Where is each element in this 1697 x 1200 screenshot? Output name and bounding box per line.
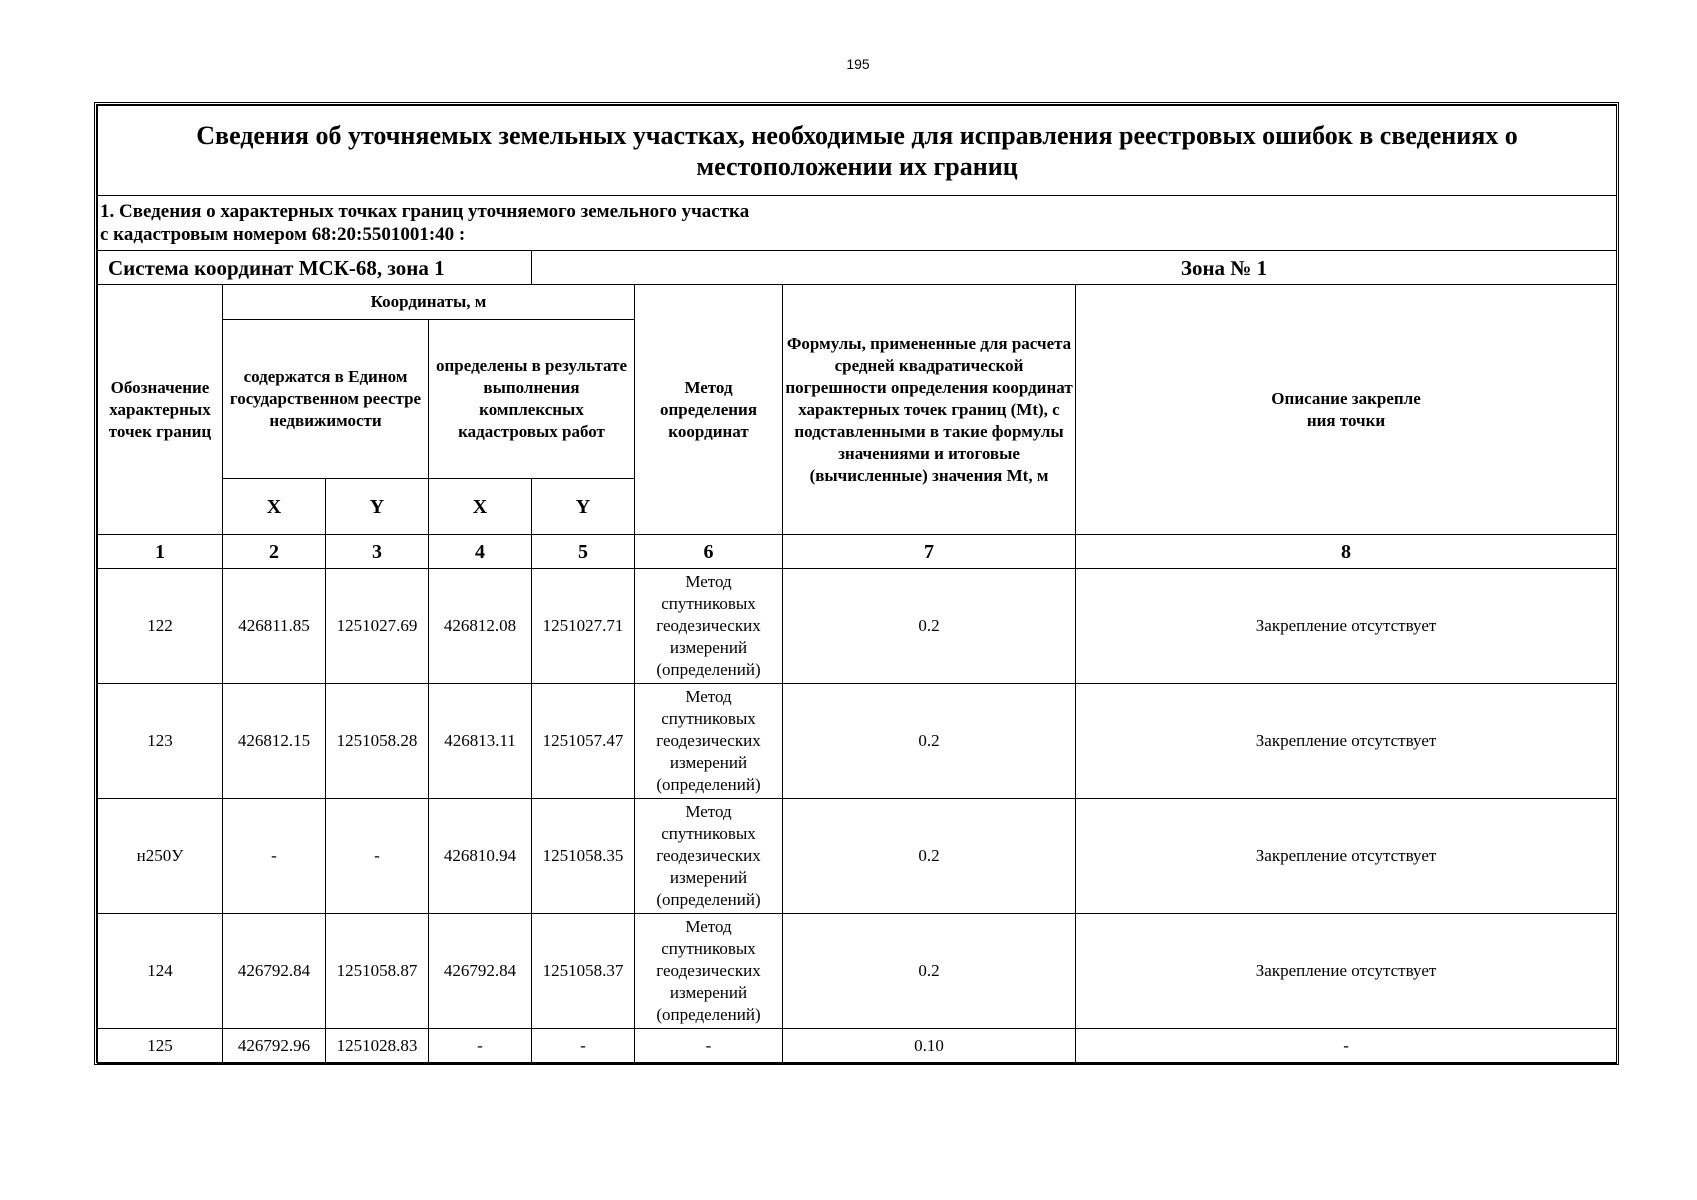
method: Метод спутниковых геодезических измерений (определений): [635, 914, 783, 1029]
mt-value: 0.2: [783, 799, 1076, 914]
table-row: [98, 1029, 1617, 1064]
column-number: 6: [635, 535, 783, 569]
y-ckr: 1251027.71: [532, 569, 635, 684]
method: Метод спутниковых геодезических измерений (определений): [635, 684, 783, 799]
coordinate-system: Система координат МСК-68, зона 1: [98, 251, 532, 285]
mt-value: 0.2: [783, 569, 1076, 684]
column-number: 7: [783, 535, 1076, 569]
page-number: 195: [846, 56, 870, 72]
x-ckr: 426810.94: [429, 799, 532, 914]
header-x-ckr: X: [429, 479, 532, 535]
y-egrn: 1251058.28: [326, 684, 429, 799]
y-egrn: -: [326, 799, 429, 914]
column-number: 2: [223, 535, 326, 569]
boundary-points-table: [97, 105, 1617, 1064]
section-heading-line-2: с кадастровым номером 68:20:5501001:40 :: [100, 224, 466, 245]
method: -: [635, 1029, 783, 1064]
point-designation: н250У: [98, 799, 223, 914]
fixing-description: -: [1076, 1029, 1617, 1064]
zone-label: Зона № 1: [1180, 255, 1268, 280]
y-ckr: 1251057.47: [532, 684, 635, 799]
x-ckr: 426792.84: [429, 914, 532, 1029]
column-number-row: [98, 535, 1617, 569]
fixing-description: Закрепление отсутствует: [1076, 799, 1617, 914]
y-egrn: 1251058.87: [326, 914, 429, 1029]
zone-cell: [532, 251, 1617, 285]
mt-value: 0.2: [783, 914, 1076, 1029]
x-egrn: 426792.96: [223, 1029, 326, 1064]
header-formulas: Формулы, примененные для расчета средней квадратической погрешности определения координат характерных точек границ (Mt), с подставленными в такие формулы значениями и итоговые (вычисленные) значения Mt, м: [783, 285, 1076, 535]
column-number: 4: [429, 535, 532, 569]
x-ckr: 426813.11: [429, 684, 532, 799]
x-egrn: -: [223, 799, 326, 914]
point-designation: 125: [98, 1029, 223, 1064]
point-designation: 122: [98, 569, 223, 684]
table-row: [98, 684, 1617, 799]
point-designation: 123: [98, 684, 223, 799]
table-row: [98, 799, 1617, 914]
fixing-description: Закрепление отсутствует: [1076, 569, 1617, 684]
column-number: 8: [1076, 535, 1617, 569]
y-egrn: 1251028.83: [326, 1029, 429, 1064]
y-ckr: 1251058.37: [532, 914, 635, 1029]
column-number: 3: [326, 535, 429, 569]
fixing-description: Закрепление отсутствует: [1076, 914, 1617, 1029]
y-ckr: -: [532, 1029, 635, 1064]
section-heading-line-1: 1. Сведения о характерных точках границ уточняемого земельного участка: [100, 201, 750, 222]
column-number: 5: [532, 535, 635, 569]
x-ckr: -: [429, 1029, 532, 1064]
header-y-egrn: Y: [326, 479, 429, 535]
x-egrn: 426792.84: [223, 914, 326, 1029]
header-egrn-coordinates: содержатся в Едином государственном реестре недвижимости: [223, 320, 429, 479]
x-ckr: 426812.08: [429, 569, 532, 684]
document-title: Сведения об уточняемых земельных участках, необходимые для исправления реестровых ошибок в сведениях о местоположении их границ: [98, 106, 1617, 196]
header-point-designation: Обозначение характерных точек границ: [98, 285, 223, 535]
mt-value: 0.10: [783, 1029, 1076, 1064]
mt-value: 0.2: [783, 684, 1076, 799]
column-number: 1: [98, 535, 223, 569]
section-heading: [98, 196, 1617, 251]
header-method: Метод определения координат: [635, 285, 783, 535]
table-row: [98, 569, 1617, 684]
y-ckr: 1251058.35: [532, 799, 635, 914]
header-coordinates: Координаты, м: [223, 285, 635, 320]
header-ckr-coordinates: определены в результате выполнения комплексных кадастровых работ: [429, 320, 635, 479]
method: Метод спутниковых геодезических измерений (определений): [635, 569, 783, 684]
header-y-ckr: Y: [532, 479, 635, 535]
table-row: [98, 914, 1617, 1029]
method: Метод спутниковых геодезических измерений (определений): [635, 799, 783, 914]
header-description: Описание закрепле ния точки: [1076, 285, 1617, 535]
point-designation: 124: [98, 914, 223, 1029]
x-egrn: 426812.15: [223, 684, 326, 799]
x-egrn: 426811.85: [223, 569, 326, 684]
fixing-description: Закрепление отсутствует: [1076, 684, 1617, 799]
header-x-egrn: X: [223, 479, 326, 535]
y-egrn: 1251027.69: [326, 569, 429, 684]
